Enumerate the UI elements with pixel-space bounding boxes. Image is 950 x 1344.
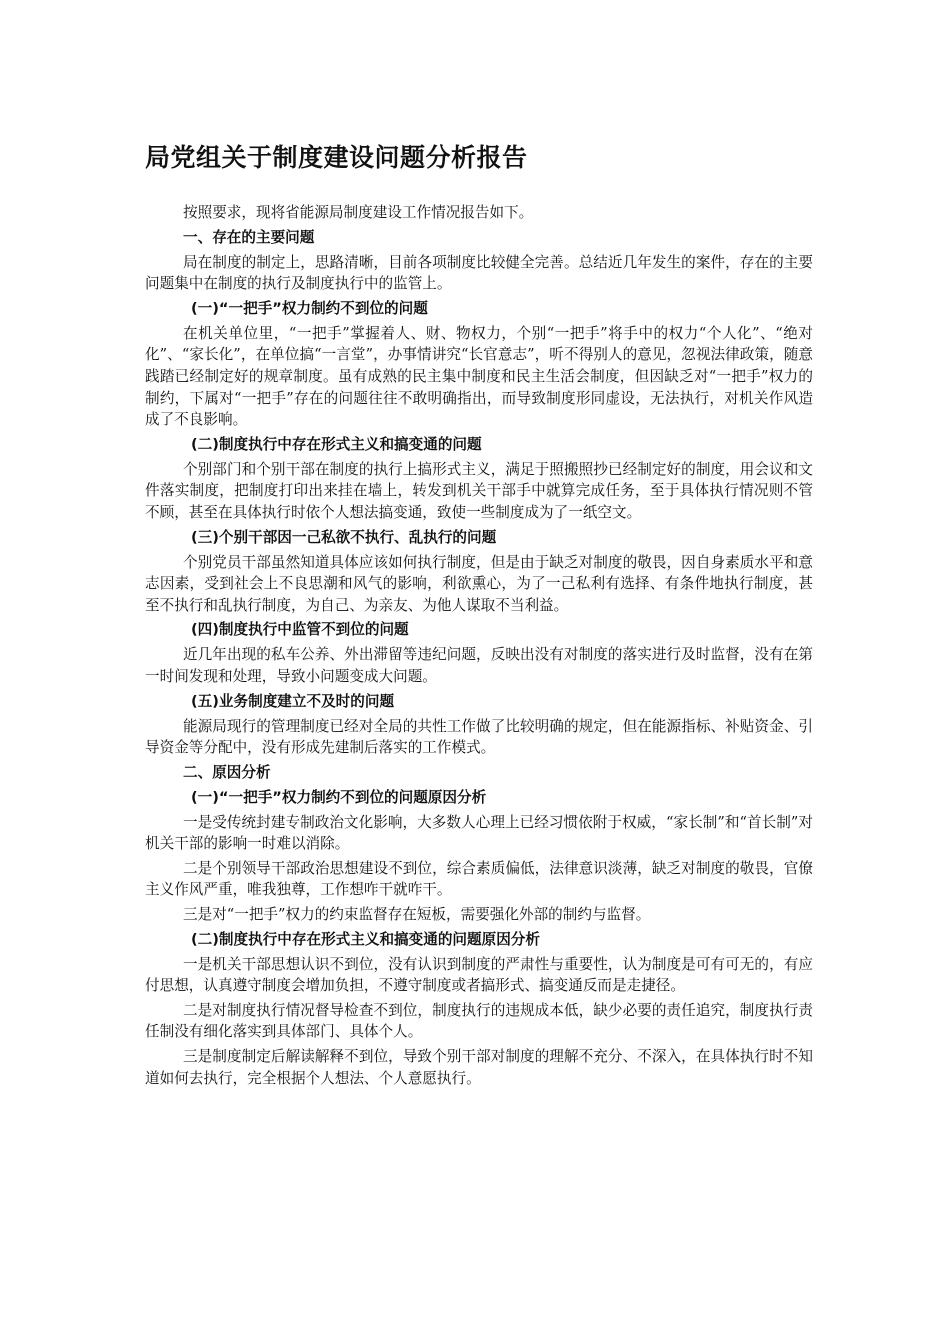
paragraph: 二是个别领导干部政治思想建设不到位，综合素质偏低，法律意识淡薄，缺乏对制度的敬畏，官僚主义作风严重，唯我独尊，工作想咋干就咋干。 bbox=[145, 859, 813, 899]
subsection-heading: (二)制度执行中存在形式主义和搞变通的问题 bbox=[191, 435, 482, 453]
paragraph: 能源局现行的管理制度已经对全局的共性工作做了比较明确的规定，但在能源指标、补贴资金、引导资金等分配中，没有形成先建制后落实的工作模式。 bbox=[145, 717, 813, 757]
paragraph: 局在制度的制定上，思路清晰，目前各项制度比较健全完善。总结近几年发生的案件，存在的主要问题集中在制度的执行及制度执行中的监管上。 bbox=[145, 253, 813, 293]
subsection-heading: (二)制度执行中存在形式主义和搞变通的问题原因分析 bbox=[191, 930, 540, 948]
paragraph-intro: 按照要求，现将省能源局制度建设工作情况报告如下。 bbox=[183, 204, 534, 221]
section-heading-causes: 二、原因分析 bbox=[183, 763, 271, 781]
section-heading-problems: 一、存在的主要问题 bbox=[183, 228, 315, 246]
paragraph: 三是制度制定后解读解释不到位，导致个别干部对制度的理解不充分、不深入，在具体执行时不知道如何去执行，完全根据个人想法、个人意愿执行。 bbox=[145, 1048, 813, 1087]
subsection-heading: (五)业务制度建立不及时的问题 bbox=[191, 692, 395, 710]
document-page bbox=[145, 140, 813, 1092]
document-title: 局党组关于制度建设问题分析报告 bbox=[145, 143, 528, 172]
paragraph: 二是对制度执行情况督导检查不到位，制度执行的违规成本低，缺少必要的责任追究，制度执行责任制没有细化落实到具体部门、具体个人。 bbox=[145, 1001, 813, 1041]
paragraph: 个别部门和个别干部在制度的执行上搞形式主义，满足于照搬照抄已经制定好的制度，用会议和文件落实制度，把制度打印出来挂在墙上，转发到机关干部手中就算完成任务，至于具体执行情况则不管不顾，甚至在具体执行时依个人想法搞变通，致使一些制度成为了一纸空文。 bbox=[145, 460, 813, 521]
paragraph: 一是机关干部思想认识不到位，没有认识到制度的严肃性与重要性，认为制度是可有可无的，有应付思想，认真遵守制度会增加负担，不遵守制度或者搞形式、搞变通反而是走捷径。 bbox=[145, 955, 813, 995]
subsection-heading: (三)个别干部因一己私欲不执行、乱执行的问题 bbox=[191, 528, 497, 546]
paragraph: 近几年出现的私车公养、外出滞留等违纪问题，反映出没有对制度的落实进行及时监督，没有在第一时间发现和处理，导致小问题变成大问题。 bbox=[145, 646, 813, 685]
paragraph: 一是受传统封建专制政治文化影响，大多数人心理上已经习惯依附于权威，“家长制”和“首长制”对机关干部的影响一时难以消除。 bbox=[145, 813, 813, 853]
subsection-heading: (一)“一把手”权力制约不到位的问题 bbox=[191, 299, 428, 317]
paragraph: 在机关单位里，“一把手”掌握着人、财、物权力，个别“一把手”将手中的权力“个人化”、“绝对化”、“家长化”，在单位搞“一言堂”，办事情讲究“长官意志”，听不得别人的意见，忽视法律政策，随意践踏已经制定好的规章制度。虽有成熟的民主集中制度和民主生活会制度，但因缺乏对“一把手”权力的制约，下属对“一把手”存在的问题往往不敢明确指出，而导致制度形同虚设，无法执行，对机关作风造成了不良影响。 bbox=[145, 324, 813, 429]
paragraph: 个别党员干部虽然知道具体应该如何执行制度，但是由于缺乏对制度的敬畏，因自身素质水平和意志因素，受到社会上不良思潮和风气的影响，利欲熏心，为了一己私利有选择、有条件地执行制度，甚至不执行和乱执行制度，为自己、为亲友、为他人谋取不当利益。 bbox=[145, 553, 813, 614]
subsection-heading: (四)制度执行中监管不到位的问题 bbox=[191, 621, 409, 639]
paragraph: 三是对“一把手”权力的约束监督存在短板，需要强化外部的制约与监督。 bbox=[183, 906, 651, 924]
subsection-heading: (一)“一把手”权力制约不到位的问题原因分析 bbox=[191, 788, 487, 806]
